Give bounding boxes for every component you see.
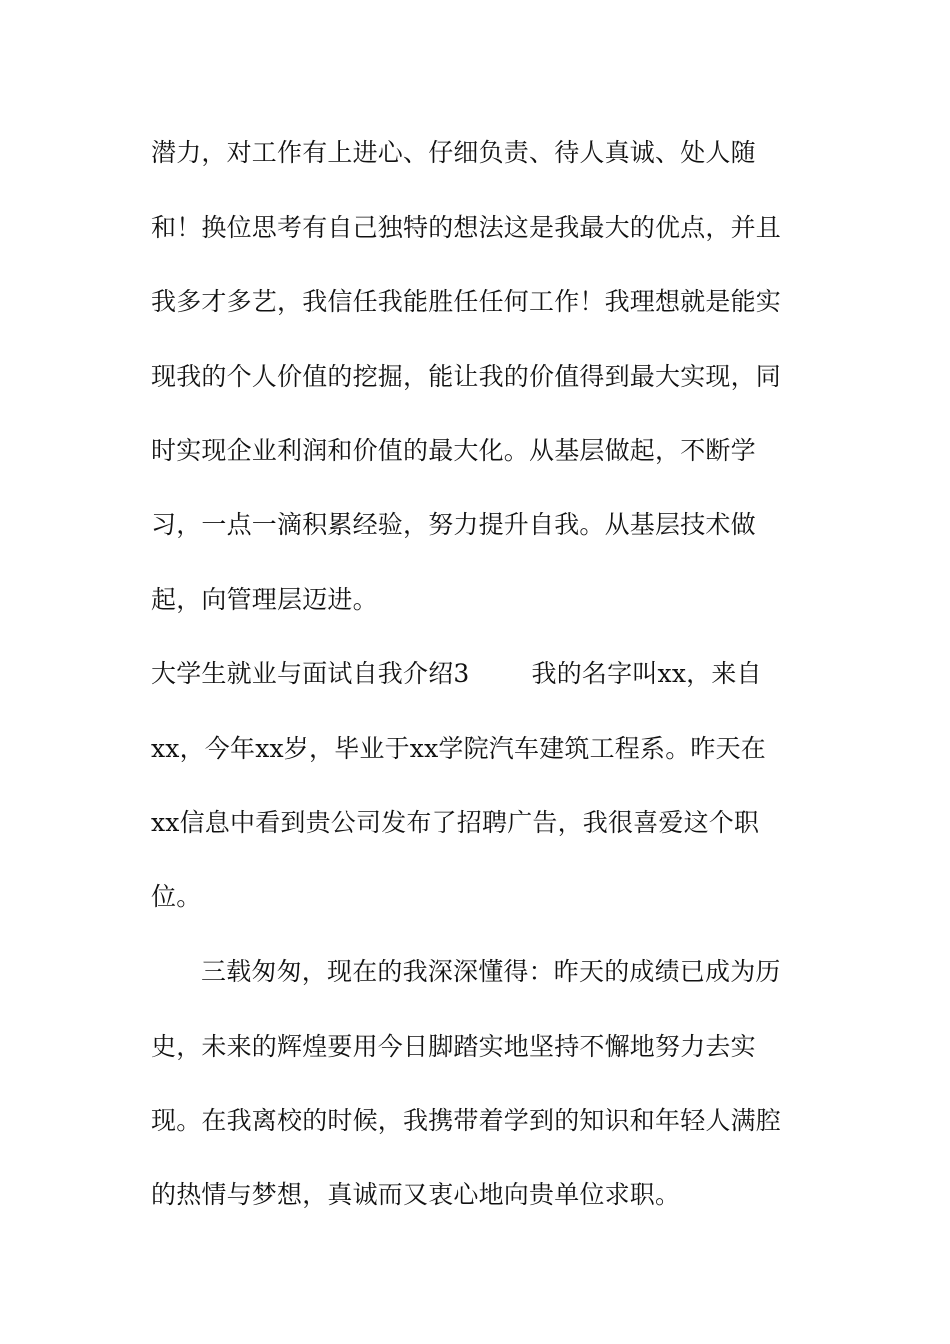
paragraph-3-line-3: 现。在我离校的时候，我携带着学到的知识和年轻人满腔 — [151, 1106, 782, 1135]
paragraph-3-line-2: 史，未来的辉煌要用今日脚踏实地坚持不懈地努力去实 — [151, 1032, 756, 1061]
section-3-line-3: xx信息中看到贵公司发布了招聘广告，我很喜爱这个职 — [151, 808, 760, 837]
paragraph-1-line-1: 潜力，对工作有上进心、仔细负责、待人真诚、处人随 — [151, 138, 756, 167]
section-3-first-line — [151, 657, 811, 691]
paragraph-1-line-2: 和！换位思考有自己独特的想法这是我最大的优点，并且 — [151, 213, 782, 242]
paragraph-1-line-3: 我多才多艺，我信任我能胜任任何工作！我理想就是能实 — [151, 287, 782, 316]
paragraph-3-line-1: 三载匆匆，现在的我深深懂得：昨天的成绩已成为历 — [201, 957, 781, 986]
section-3-line-2: xx，今年xx岁，毕业于xx学院汽车建筑工程系。昨天在 — [151, 734, 766, 763]
paragraph-1-line-7: 起，向管理层迈进。 — [151, 585, 378, 614]
paragraph-1-line-5: 时实现企业利润和价值的最大化。从基层做起，不断学 — [151, 436, 756, 465]
section-3-intro-text: 我的名字叫xx，来自 — [531, 659, 762, 688]
paragraph-1-line-6: 习，一点一滴积累经验，努力提升自我。从基层技术做 — [151, 510, 756, 539]
paragraph-3-line-4: 的热情与梦想，真诚而又衷心地向贵单位求职。 — [151, 1180, 681, 1209]
section-3-heading: 大学生就业与面试自我介绍3 — [151, 659, 470, 688]
paragraph-1-line-4: 现我的个人价值的挖掘，能让我的价值得到最大实现，同 — [151, 362, 782, 391]
section-3-line-4: 位。 — [151, 882, 202, 911]
